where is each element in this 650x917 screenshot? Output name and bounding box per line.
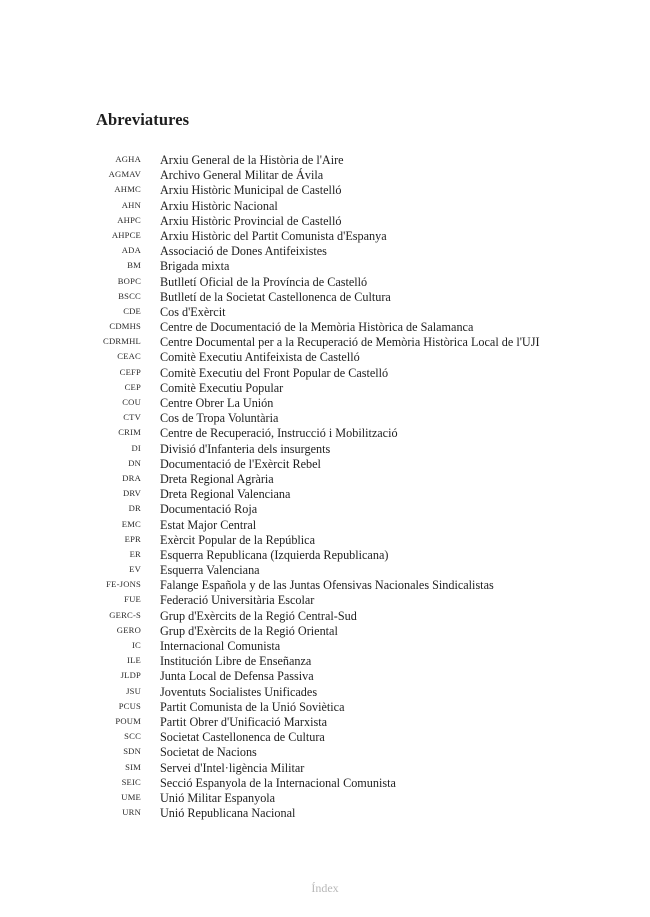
abbreviation-code: AGHA [115, 154, 141, 164]
abbreviation-row [0, 472, 650, 487]
abbreviation-description: Centre de Recuperació, Instrucció i Mobilització [160, 426, 398, 441]
abbreviation-row [0, 426, 650, 441]
abbreviation-description: Institución Libre de Enseñanza [160, 654, 312, 669]
abbreviation-description: Dreta Regional Agrària [160, 471, 274, 486]
abbreviation-row [0, 502, 650, 517]
abbreviation-code: EV [129, 564, 141, 575]
abbreviation-code: BSCC [118, 290, 141, 301]
abbreviation-row [0, 593, 650, 608]
abbreviation-description: Documentació Roja [160, 502, 258, 517]
abbreviation-code: SIM [125, 761, 141, 772]
abbreviation-code: SCC [124, 731, 141, 742]
abbreviation-row [0, 259, 650, 274]
abbreviation-description: Grup d'Exèrcits de la Regió Central-Sud [160, 608, 357, 623]
abbreviation-description: Estat Major Central [160, 517, 257, 532]
abbreviation-code: AHMC [114, 184, 141, 195]
abbreviation-description: Exèrcit Popular de la República [160, 532, 315, 547]
abbreviation-row [0, 761, 650, 776]
abbreviation-row [0, 335, 650, 350]
page-title: Abreviatures [96, 110, 190, 129]
abbreviation-row [0, 730, 650, 745]
abbreviation-description: Butlletí de la Societat Castellonenca de Cultura [160, 289, 391, 304]
abbreviation-code: COU [122, 397, 141, 407]
abbreviation-code: CEP [124, 381, 141, 392]
abbreviation-code: DRV [122, 488, 141, 499]
abbreviation-row [0, 183, 650, 198]
abbreviation-code: DI [131, 442, 141, 453]
abbreviation-row [0, 487, 650, 502]
abbreviation-code: CEFP [119, 366, 141, 377]
abbreviation-description: Centre Documental per a la Recuperació de Memòria Històrica Local de l'UJI [160, 335, 540, 350]
abbreviation-description: Unió Republicana Nacional [160, 806, 296, 821]
abbreviation-description: Arxiu General de la Història de l'Aire [160, 153, 344, 167]
abbreviation-row [0, 578, 650, 593]
abbreviation-description: Unió Militar Espanyola [160, 790, 276, 805]
abbreviation-description: Secció Espanyola de la Internacional Comunista [160, 775, 396, 790]
abbreviation-row [0, 275, 650, 290]
abbreviation-row [0, 700, 650, 715]
abbreviation-code: CDE [123, 305, 141, 316]
abbreviation-description: Documentació de l'Exèrcit Rebel [160, 456, 321, 471]
abbreviation-row [0, 229, 650, 244]
abbreviation-description: Arxiu Històric del Partit Comunista d'Espanya [160, 228, 387, 243]
abbreviation-row [0, 457, 650, 472]
abbreviation-description: Internacional Comunista [160, 639, 281, 653]
abbreviation-row [0, 153, 650, 168]
abbreviation-row [0, 548, 650, 563]
abbreviation-code: AHPCE [111, 229, 141, 240]
abbreviation-code: IC [132, 640, 141, 650]
abbreviation-code: DR [128, 503, 141, 514]
abbreviation-row [0, 533, 650, 548]
abbreviation-description: Brigada mixta [160, 259, 230, 274]
abbreviation-row [0, 609, 650, 624]
abbreviation-code: JLDP [120, 670, 141, 681]
abbreviation-code: SEIC [121, 776, 141, 787]
abbreviation-description: Divisió d'Infanteria dels insurgents [160, 441, 331, 456]
abbreviation-row [0, 654, 650, 669]
abbreviation-row [0, 791, 650, 806]
abbreviation-code: SDN [123, 746, 141, 757]
abbreviation-row [0, 669, 650, 684]
abbreviation-description: Arxiu Històric Municipal de Castelló [160, 183, 342, 198]
abbreviation-list [0, 153, 650, 821]
abbreviation-description: Partit Comunista de la Unió Soviètica [160, 699, 345, 714]
abbreviation-row [0, 320, 650, 335]
abbreviation-description: Esquerra Valenciana [160, 563, 260, 578]
abbreviation-description: Butlletí Oficial de la Província de Castelló [160, 274, 368, 289]
abbreviation-code: EPR [124, 533, 141, 544]
abbreviation-code: BOPC [117, 275, 141, 286]
abbreviation-code: URN [122, 807, 141, 818]
abbreviation-code: CDMHS [109, 321, 141, 332]
abbreviation-code: FE-JONS [106, 579, 141, 590]
abbreviation-code: AGMAV [108, 169, 141, 180]
abbreviation-code: ILE [127, 655, 141, 666]
abbreviation-row [0, 199, 650, 214]
abbreviation-code: FUE [124, 594, 141, 605]
abbreviation-code: DN [128, 457, 141, 468]
abbreviation-description: Archivo General Militar de Ávila [160, 168, 324, 183]
abbreviation-code: AHPC [117, 214, 141, 225]
abbreviation-description: Comitè Executiu Popular [160, 380, 284, 395]
abbreviation-code: BM [127, 260, 141, 271]
abbreviation-description: Partit Obrer d'Unificació Marxista [160, 714, 328, 729]
abbreviation-code: UME [121, 791, 141, 802]
abbreviation-row [0, 214, 650, 229]
abbreviation-code: CTV [123, 412, 141, 423]
abbreviation-description: Servei d'Intel·ligència Militar [160, 760, 305, 775]
abbreviation-description: Falange Española y de las Juntas Ofensivas Nacionales Sindicalistas [160, 578, 494, 593]
abbreviation-description: Societat de Nacions [160, 745, 257, 760]
abbreviation-row [0, 776, 650, 791]
abbreviation-description: Comitè Executiu del Front Popular de Castelló [160, 365, 389, 380]
index-link[interactable]: Índex [311, 881, 339, 895]
abbreviation-row [0, 168, 650, 183]
abbreviation-code: PCUS [118, 700, 141, 711]
abbreviation-code: ER [129, 548, 141, 559]
abbreviation-code: JSU [126, 685, 141, 696]
abbreviation-description: Arxiu Històric Provincial de Castelló [160, 213, 342, 228]
abbreviation-description: Joventuts Socialistes Unificades [160, 684, 318, 699]
abbreviation-description: Junta Local de Defensa Passiva [160, 669, 314, 684]
abbreviation-description: Centre de Documentació de la Memòria Històrica de Salamanca [160, 320, 474, 335]
abbreviation-description: Societat Castellonenca de Cultura [160, 730, 325, 745]
abbreviation-code: CDRMHL [103, 336, 141, 347]
abbreviation-row [0, 381, 650, 396]
abbreviation-row [0, 715, 650, 730]
abbreviation-code: EMC [121, 518, 141, 529]
abbreviation-row [0, 244, 650, 259]
abbreviation-code: GERC-S [109, 609, 141, 620]
abbreviation-code: ADA [121, 245, 141, 256]
abbreviation-row [0, 290, 650, 305]
abbreviation-description: Arxiu Històric Nacional [160, 198, 278, 213]
abbreviation-code: AHN [121, 199, 141, 210]
abbreviation-row [0, 685, 650, 700]
abbreviation-row [0, 305, 650, 320]
abbreviation-row [0, 442, 650, 457]
abbreviation-row [0, 366, 650, 381]
abbreviation-row [0, 624, 650, 639]
abbreviation-code: DRA [122, 472, 141, 483]
abbreviation-description: Associació de Dones Antifeixistes [160, 244, 327, 259]
abbreviation-row [0, 350, 650, 365]
abbreviation-description: Comitè Executiu Antifeixista de Castelló [160, 350, 360, 365]
abbreviation-description: Grup d'Exèrcits de la Regió Oriental [160, 623, 338, 638]
abbreviation-row [0, 518, 650, 533]
abbreviation-description: Esquerra Republicana (Izquierda Republicana) [160, 547, 389, 562]
abbreviation-row [0, 411, 650, 426]
abbreviation-code: GERO [116, 624, 141, 635]
abbreviation-row [0, 806, 650, 821]
abbreviation-description: Cos d'Exèrcit [160, 304, 226, 319]
abbreviation-code: CEAC [117, 351, 141, 362]
abbreviation-code: POUM [115, 715, 141, 726]
abbreviation-row [0, 396, 650, 411]
abbreviation-code: CRIM [118, 427, 141, 438]
abbreviation-row [0, 563, 650, 578]
abbreviation-description: Cos de Tropa Voluntària [160, 411, 279, 426]
abbreviation-row [0, 745, 650, 760]
abbreviation-row [0, 639, 650, 654]
abbreviation-description: Centre Obrer La Unión [160, 396, 274, 410]
abbreviation-description: Federació Universitària Escolar [160, 593, 315, 608]
abbreviation-description: Dreta Regional Valenciana [160, 487, 291, 502]
